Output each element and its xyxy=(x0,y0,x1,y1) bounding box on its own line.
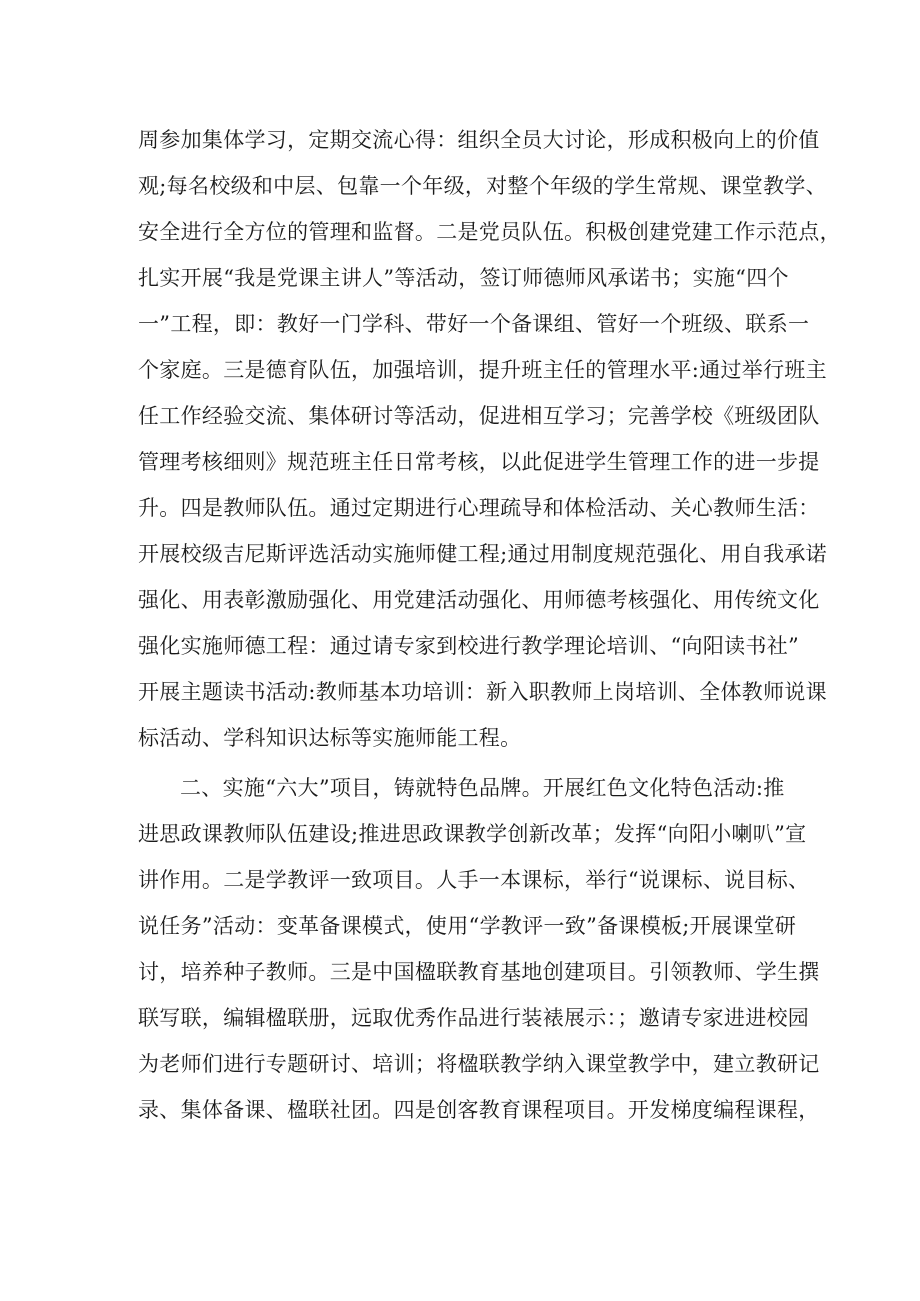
text-line: 二、实施“六大”项目，铸就特色品牌。开展红色文化特色活动:推 xyxy=(180,776,785,800)
text-line: 开展主题读书活动:教师基本功培训：新入职教师上岗培训、全体教师说课 xyxy=(138,680,827,704)
text-line: 标活动、学科知识达标等实施师能工程。 xyxy=(138,726,522,750)
paragraph-1 xyxy=(138,117,841,761)
paragraph-2 xyxy=(138,765,820,1133)
text-line: 个家庭。三是德育队伍，加强培训，提升班主任的管理水平:通过举行班主 xyxy=(138,358,827,382)
text-line: 说任务”活动：变革备课模式，使用“学教评一致”备课模板;开展课堂研 xyxy=(138,914,797,938)
text-line: 联写联，编辑楹联册，远取优秀作品进行装裱展示：；邀请专家进进校园 xyxy=(138,1006,810,1030)
text-line: 升。四是教师队伍。通过定期进行心理疏导和体检活动、关心教师生活： xyxy=(138,496,820,520)
text-line: 开展校级吉尼斯评选活动实施师健工程;通过用制度规范强化、用自我承诺 xyxy=(138,542,827,566)
text-line: 录、集体备课、楹联社团。四是创客教育课程项目。开发梯度编程课程， xyxy=(138,1098,820,1122)
text-line: 进思政课教师队伍建设;推进思政课教学创新改革；发挥“向阳小喇叭”宣 xyxy=(138,822,807,846)
text-line: 管理考核细则》规范班主任日常考核，以此促进学生管理工作的进一步提 xyxy=(138,450,820,474)
text-line: 强化实施师德工程：通过请专家到校进行教学理论培训、“向阳读书社” xyxy=(138,634,800,658)
text-line: 一”工程，即：教好一门学科、带好一个备课组、管好一个班级、联系一 xyxy=(138,312,810,336)
text-line: 讨，培养种子教师。三是中国楹联教育基地创建项目。引领教师、学生撰 xyxy=(138,960,820,984)
text-line: 讲作用。二是学教评一致项目。人手一本课标，举行“说课标、说目标、 xyxy=(138,868,810,892)
text-line: 安全进行全方位的管理和监督。二是党员队伍。积极创建党建工作示范点， xyxy=(138,220,841,244)
text-line: 任工作经验交流、集体研讨等活动，促进相互学习；完善学校《班级团队 xyxy=(138,404,820,428)
text-line: 观;每名校级和中层、包靠一个年级，对整个年级的学生常规、课堂教学、 xyxy=(138,174,827,198)
text-line: 扎实开展“我是党课主讲人”等活动，签订师德师风承诺书；实施“四个 xyxy=(138,266,789,290)
text-line: 周参加集体学习，定期交流心得：组织全员大讨论，形成积极向上的价值 xyxy=(138,128,820,152)
text-line: 强化、用表彰激励强化、用党建活动强化、用师德考核强化、用传统文化 xyxy=(138,588,820,612)
text-line: 为老师们进行专题研讨、培训；将楹联教学纳入课堂教学中，建立教研记 xyxy=(138,1052,820,1076)
